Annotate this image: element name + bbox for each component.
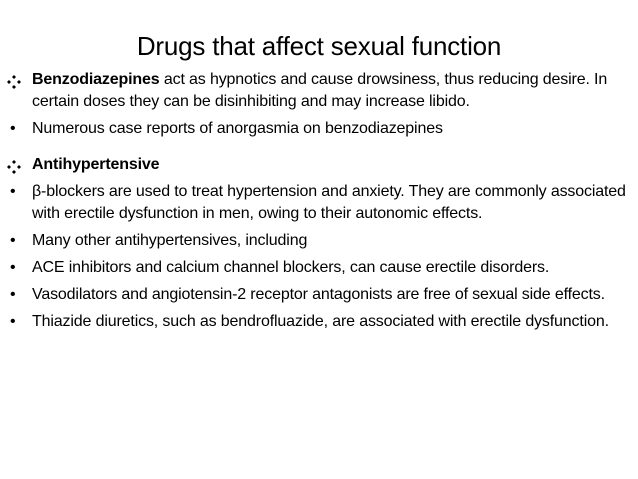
- list-item-text: Many other antihypertensives, including: [32, 232, 308, 249]
- section-heading-bold: Antihypertensive: [32, 156, 160, 173]
- section-heading-antihypertensive: [7, 154, 627, 176]
- four-diamond-bullet-icon: [7, 159, 21, 173]
- list-item: [7, 230, 627, 252]
- round-bullet-icon: •: [10, 120, 16, 137]
- list-item-text: Vasodilators and angiotensin-2 receptor antagonists are free of sexual side effects.: [32, 286, 605, 303]
- slide-title: Drugs that affect sexual function: [136, 31, 502, 61]
- list-item: [7, 118, 627, 140]
- round-bullet-icon: •: [10, 232, 16, 249]
- round-bullet-icon: •: [10, 259, 16, 276]
- section-heading-benzodiazepines: [7, 69, 627, 113]
- list-item: [7, 311, 627, 333]
- list-item: [7, 257, 627, 279]
- round-bullet-icon: •: [10, 313, 16, 330]
- list-item-text: β-blockers are used to treat hypertension and anxiety. They are commonly associated with erectile dysfunction in men, owing to their autonomic effects.: [32, 183, 626, 222]
- list-item: [7, 284, 627, 306]
- list-item-text: Numerous case reports of anorgasmia on benzodiazepines: [32, 120, 443, 137]
- list-item: [7, 181, 627, 225]
- list-item-text: Thiazide diuretics, such as bendrofluazide, are associated with erectile dysfunction.: [32, 313, 609, 330]
- section-heading-bold: Benzodiazepines: [32, 71, 160, 88]
- round-bullet-icon: •: [10, 286, 16, 303]
- list-item-text: ACE inhibitors and calcium channel blockers, can cause erectile disorders.: [32, 259, 550, 276]
- four-diamond-bullet-icon: [7, 74, 21, 88]
- round-bullet-icon: •: [10, 183, 16, 200]
- slide-content: [7, 69, 627, 338]
- section-heading-text: act as hypnotics and cause drowsiness, thus reducing desire. In certain doses they can be disinhibiting and may increase libido.: [32, 71, 608, 110]
